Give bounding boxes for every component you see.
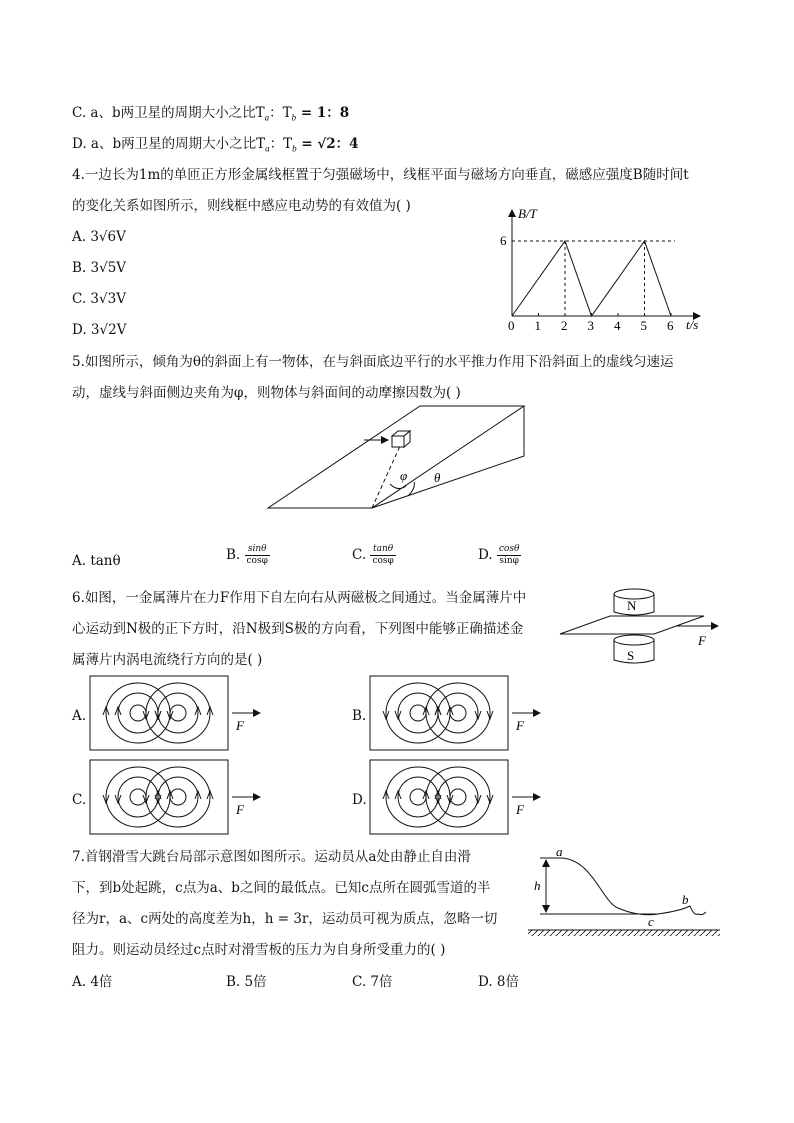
force-label: F — [236, 718, 244, 733]
x-tick-label: 2 — [561, 318, 568, 333]
y-tick-6: 6 — [500, 233, 507, 248]
q6-stem-line1: 6.如图，一金属薄片在力F作用下自左向右从两磁极之间通过。当金属薄片中 — [72, 590, 527, 606]
q7-option-d[interactable]: D. 8倍 — [478, 974, 520, 990]
y-axis-label: B/T — [518, 206, 537, 221]
q4-option-a[interactable]: A. 3√6V — [72, 229, 126, 245]
q7-stem-line1: 7.首钢滑雪大跳台局部示意图如图所示。运动员从a处由静止自由滑 — [72, 849, 471, 865]
label-a: a — [556, 844, 563, 859]
incline-top-face — [268, 406, 524, 508]
q7-option-c[interactable]: C. 7倍 — [352, 974, 393, 990]
q4-stem-line1: 4.一边长为1m的单匝正方形金属线框置于匀强磁场中，线框平面与磁场方向垂直，磁感应强度B随时间t — [72, 167, 689, 183]
force-label: F — [516, 802, 524, 817]
q7-stem-line4: 阻力。则运动员经过c点时对滑雪板的压力为自身所受重力的( ) — [72, 942, 446, 958]
x-tick-label: 5 — [640, 318, 647, 333]
q4-option-b[interactable]: B. 3√5V — [72, 260, 127, 276]
x-tick-label: 1 — [534, 318, 541, 333]
ground-hatch — [528, 930, 720, 936]
q6-option-a-label[interactable]: A. — [72, 708, 87, 724]
q6-option-d-label[interactable]: D. — [352, 792, 367, 808]
q6-stem-line2: 心运动到N极的正下方时，沿N极到S极的方向看，下列图中能够正确描述金 — [72, 621, 524, 637]
q7-option-b[interactable]: B. 5倍 — [226, 974, 267, 990]
q7-option-a[interactable]: A. 4倍 — [72, 974, 113, 990]
q6-stem-line3: 属薄片内涡电流绕行方向的是( ) — [72, 652, 263, 668]
q4-stem-line2: 的变化关系如图所示，则线框中感应电动势的有效值为( ) — [72, 198, 411, 214]
q7-ski-diagram — [522, 844, 724, 940]
angle-phi-label: φ — [400, 468, 408, 483]
q5-option-d[interactable]: D. $\frac{\cos\theta}{\sin\varphi}$ — [478, 544, 520, 566]
q3-option-d: D. a、b两卫星的周期大小之比$T_a$：$T_b = √2$：4 — [72, 136, 359, 154]
angle-theta-label: θ — [434, 470, 441, 485]
q4-option-d[interactable]: D. 3√2V — [72, 322, 127, 338]
q5-option-a[interactable]: A. tanθ — [72, 553, 121, 569]
label-b: b — [682, 892, 689, 907]
x-axis-label: t/s — [686, 317, 699, 332]
x-tick-label: 4 — [614, 318, 621, 333]
x-tick-label: 6 — [667, 318, 674, 333]
x-tick-label: 0 — [508, 318, 515, 333]
q5-option-b[interactable]: B. $\frac{\sin\theta}{\cos\varphi}$ — [226, 544, 268, 566]
q4-b-t-graph — [490, 198, 720, 338]
metal-sheet — [560, 616, 704, 634]
force-label: F — [236, 802, 244, 817]
q5-option-c[interactable]: C. $\frac{\tan\theta}{\cos\varphi}$ — [352, 544, 394, 566]
q6-magnet-diagram — [556, 586, 736, 670]
q6-option-a-figure[interactable] — [88, 674, 268, 754]
q6-option-b-label[interactable]: B. — [352, 708, 367, 724]
q4-option-c[interactable]: C. 3√3V — [72, 291, 126, 307]
south-label: S — [627, 648, 635, 663]
q6-option-d-figure[interactable] — [368, 758, 548, 838]
q5-incline-diagram — [260, 400, 540, 520]
force-label: F — [516, 718, 524, 733]
north-label: N — [627, 598, 637, 613]
q5-stem-line2: 动，虚线与斜面侧边夹角为φ，则物体与斜面间的动摩擦因数为( ) — [72, 385, 461, 401]
block — [392, 431, 410, 447]
q5-stem-line1: 5.如图所示，倾角为θ的斜面上有一物体，在与斜面底边平行的水平推力作用下沿斜面上的虚线匀速运 — [72, 354, 674, 370]
q7-stem-line2: 下，到b处起跳，c点为a、b之间的最低点。已知c点所在圆弧雪道的半 — [72, 880, 491, 896]
b-t-curve — [512, 241, 671, 316]
force-label: F — [698, 633, 706, 648]
q6-option-b-figure[interactable] — [368, 674, 548, 754]
x-tick-label: 3 — [587, 318, 594, 333]
q7-stem-line3: 径为r，a、c两处的高度差为h，h = 3r，运动员可视为质点，忽略一切 — [72, 911, 498, 927]
q6-option-c-figure[interactable] — [88, 758, 268, 838]
label-c: c — [648, 914, 654, 929]
label-h: h — [534, 878, 541, 893]
q3-option-c: C. a、b两卫星的周期大小之比$T_a$：$T_b = 1$：8 — [72, 105, 350, 123]
q6-option-c-label[interactable]: C. — [72, 792, 87, 808]
